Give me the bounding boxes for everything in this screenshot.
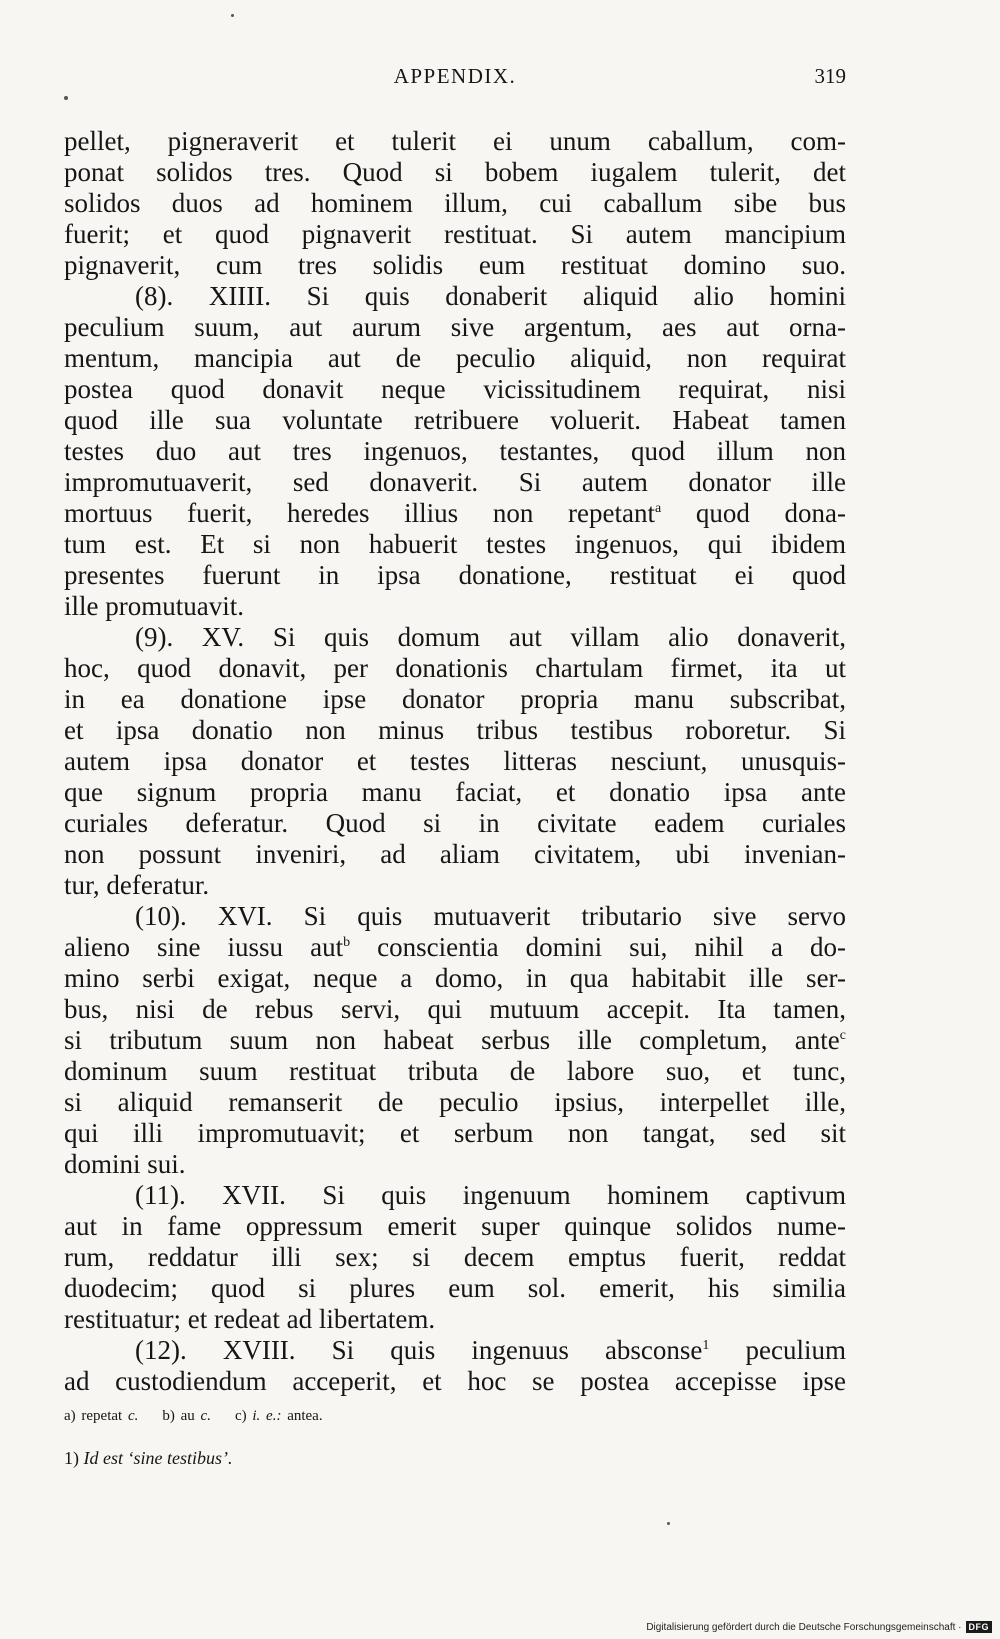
text-line	[64, 932, 846, 963]
text-line	[64, 1118, 846, 1149]
line-text: ad custodiendum acceperit, et hoc se postea accepisse ipse	[64, 1366, 846, 1396]
text-line	[64, 157, 846, 188]
text-line	[64, 343, 846, 374]
line-text: ille promutuavit.	[64, 591, 244, 621]
line-text: quod ille sua voluntate retribuere voluerit. Habeat tamen	[64, 405, 846, 435]
apparatus-note	[235, 1408, 323, 1424]
text-line	[64, 1025, 846, 1056]
text-line	[64, 746, 846, 777]
apparatus-label: a) repetat	[64, 1408, 128, 1424]
text-line	[64, 374, 846, 405]
text-line	[64, 1180, 846, 1211]
text-line	[64, 1366, 846, 1397]
line-text: tur, deferatur.	[64, 870, 210, 900]
text-line	[64, 963, 846, 994]
line-text: hoc, quod donavit, per donationis chartulam firmet, ita ut	[64, 653, 846, 683]
text-line	[64, 560, 846, 591]
text-line	[64, 436, 846, 467]
line-text: si aliquid remanserit de peculio ipsius, interpellet ille,	[64, 1087, 846, 1117]
text-line	[64, 219, 846, 250]
running-title: APPENDIX.	[393, 64, 517, 88]
text-line	[64, 715, 846, 746]
line-text: duodecim; quod si plures eum sol. emerit, his similia	[64, 1273, 846, 1303]
text-line	[64, 126, 846, 157]
running-header	[64, 64, 846, 94]
line-text: et ipsa donatio non minus tribus testibus roboretur. Si	[64, 715, 846, 745]
text-line	[64, 839, 846, 870]
line-text: pellet, pigneraverit et tulerit ei unum caballum, com-	[64, 126, 846, 156]
apparatus-reading: antea.	[281, 1408, 323, 1424]
line-text-cont: quod dona-	[661, 498, 846, 528]
text-line	[64, 1242, 846, 1273]
line-text: (9). XV. Si quis domum aut villam alio donaverit,	[135, 622, 846, 652]
line-text: alieno sine iussu aut	[64, 932, 344, 962]
text-line	[64, 498, 846, 529]
note-marker: c	[839, 1028, 846, 1043]
text-line	[64, 1273, 846, 1304]
line-text: mortuus fuerit, heredes illius non repetant	[64, 498, 655, 528]
line-text: bus, nisi de rebus servi, qui mutuum accepit. Ita tamen,	[64, 994, 846, 1024]
line-text: tum est. Et si non habuerit testes ingenuos, qui ibidem	[64, 529, 846, 559]
line-text: autem ipsa donator et testes litteras nesciunt, unusquis-	[64, 746, 846, 776]
text-line	[64, 653, 846, 684]
line-text: domini sui.	[64, 1149, 186, 1179]
line-text: que signum propria manu faciat, et donatio ipsa ante	[64, 777, 846, 807]
line-text: qui illi impromutuavit; et serbum non tangat, sed sit	[64, 1118, 846, 1148]
line-text: in ea donatione ipse donator propria manu subscribat,	[64, 684, 846, 714]
text-line	[64, 1149, 846, 1180]
main-text	[64, 126, 846, 1397]
text-line	[64, 808, 846, 839]
text-line	[64, 312, 846, 343]
credit-text: Digitalisierung gefördert durch die Deutsche Forschungsgemeinschaft ·	[646, 1621, 962, 1633]
note-marker: b	[343, 935, 351, 950]
text-line	[64, 405, 846, 436]
apparatus-siglum: c.	[200, 1408, 211, 1424]
line-text: solidos duos ad hominem illum, cui caballum sibe bus	[64, 188, 846, 218]
line-text: (12). XVIII. Si quis ingenuus absconse	[135, 1335, 703, 1365]
text-line	[64, 994, 846, 1025]
line-text: fuerit; et quod pignaverit restituat. Si autem mancipium	[64, 219, 846, 249]
note-marker: a	[654, 501, 662, 516]
line-text: impromutuaverit, sed donaverit. Si autem donator ille	[64, 467, 846, 497]
line-text: (11). XVII. Si quis ingenuum hominem captivum	[135, 1180, 846, 1210]
dfg-logo: DFG	[966, 1621, 993, 1633]
footnote-text: Id est ‘sine testibus’.	[83, 1448, 233, 1468]
apparatus-note	[162, 1408, 211, 1424]
text-line	[64, 870, 846, 901]
line-text-cont: peculium	[709, 1335, 846, 1365]
text-line	[64, 622, 846, 653]
text-line	[64, 777, 846, 808]
line-text: mino serbi exigat, neque a domo, in qua habitabit ille ser-	[64, 963, 846, 993]
speck	[231, 14, 234, 17]
line-text: presentes fuerunt in ipsa donatione, restituat ei quod	[64, 560, 846, 590]
line-text-cont: conscientia domini sui, nihil a do-	[350, 932, 846, 962]
text-line	[64, 1056, 846, 1087]
line-text: (8). XIIII. Si quis donaberit aliquid alio homini	[135, 281, 846, 311]
apparatus-label: b) au	[162, 1408, 201, 1424]
note-marker: 1	[702, 1338, 710, 1353]
text-line	[64, 684, 846, 715]
critical-apparatus	[64, 1408, 846, 1425]
apparatus-siglum: i. e.:	[252, 1408, 282, 1424]
line-text: peculium suum, aut aurum sive argentum, aes aut orna-	[64, 312, 846, 342]
text-line	[64, 1304, 846, 1335]
line-text: ponat solidos tres. Quod si bobem iugalem tulerit, det	[64, 157, 846, 187]
text-line	[64, 188, 846, 219]
line-text: curiales deferatur. Quod si in civitate eadem curiales	[64, 808, 846, 838]
footnote	[64, 1448, 846, 1469]
line-text: si tributum suum non habeat serbus ille completum, ante	[64, 1025, 840, 1055]
apparatus-note	[64, 1408, 138, 1424]
line-text: pignaverit, cum tres solidis eum restituat domino suo.	[64, 250, 846, 280]
text-line	[64, 591, 846, 622]
line-text: aut in fame oppressum emerit super quinque solidos nume-	[64, 1211, 846, 1241]
text-line	[64, 529, 846, 560]
speck	[667, 1522, 670, 1525]
line-text: testes duo aut tres ingenuos, testantes, quod illum non	[64, 436, 846, 466]
speck	[64, 96, 68, 100]
line-text: mentum, mancipia aut de peculio aliquid, non requirat	[64, 343, 846, 373]
text-line	[64, 1211, 846, 1242]
digitization-credit	[646, 1621, 992, 1633]
line-text: rum, reddatur illi sex; si decem emptus fuerit, reddat	[64, 1242, 846, 1272]
apparatus-label: c)	[234, 1408, 253, 1424]
footnote-number: 1)	[64, 1448, 79, 1468]
line-text: restituatur; et redeat ad libertatem.	[64, 1304, 436, 1334]
text-line	[64, 250, 846, 281]
text-line	[64, 901, 846, 932]
text-line	[64, 1335, 846, 1366]
text-line	[64, 281, 846, 312]
text-line	[64, 467, 846, 498]
apparatus-siglum: c.	[127, 1408, 139, 1424]
line-text: postea quod donavit neque vicissitudinem requirat, nisi	[64, 374, 846, 404]
line-text: non possunt inveniri, ad aliam civitatem, ubi invenian-	[64, 839, 846, 869]
line-text: dominum suum restituat tributa de labore suo, et tunc,	[64, 1056, 846, 1086]
page-number: 319	[814, 64, 846, 88]
line-text: (10). XVI. Si quis mutuaverit tributario sive servo	[135, 901, 846, 931]
text-line	[64, 1087, 846, 1118]
